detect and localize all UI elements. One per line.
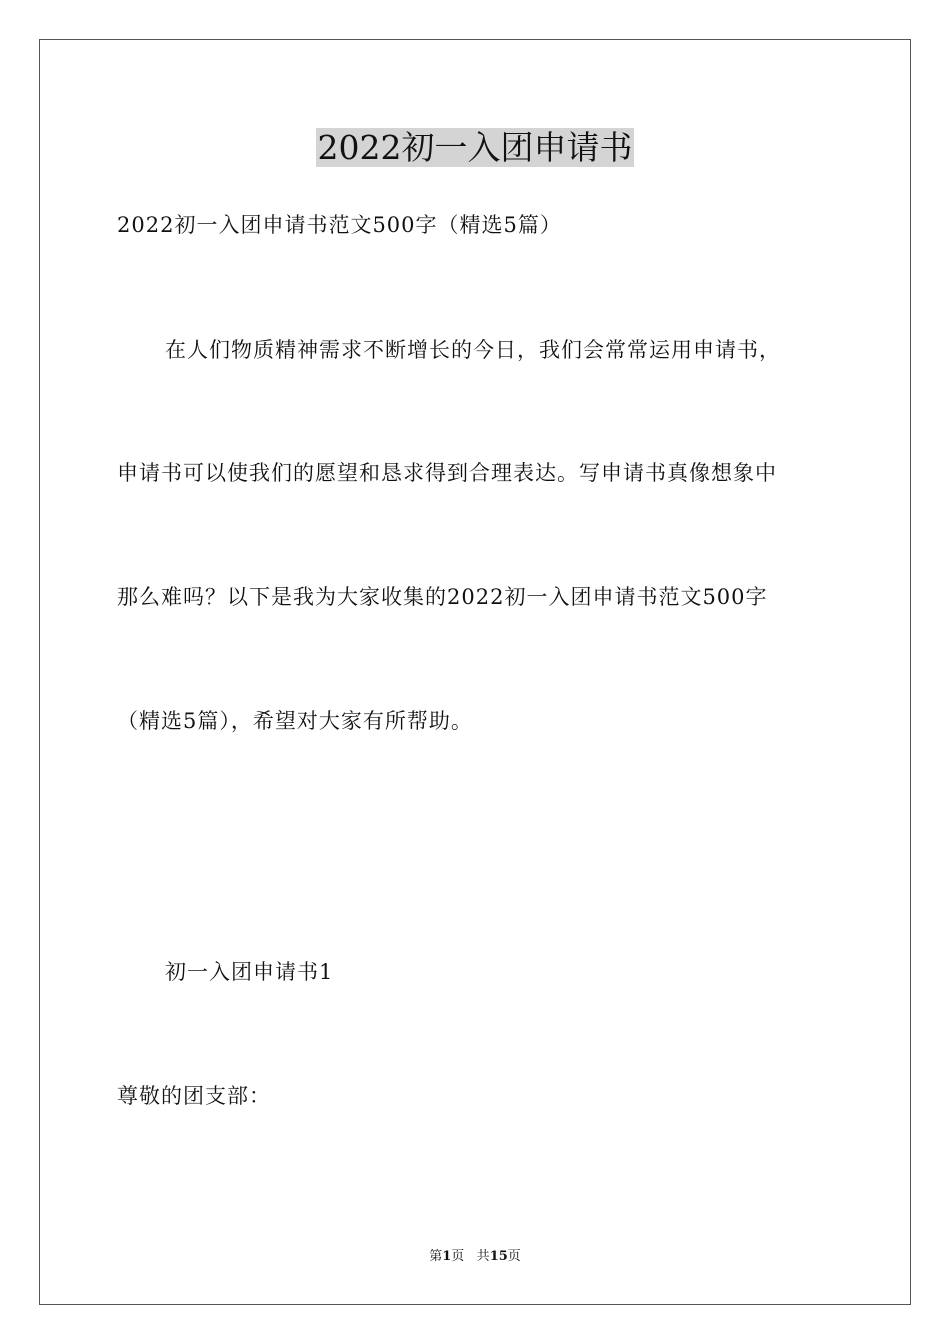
document-title [0,126,950,170]
footer-total-suffix: 页 [507,1249,521,1264]
paragraph-line-1: 在人们物质精神需求不断增长的今日，我们会常常运用申请书， [165,338,781,362]
document-title-text: 2022初一入团申请书 [317,128,633,167]
salutation: 尊敬的团支部： [117,1084,271,1108]
footer-page-prefix: 第 [429,1249,443,1264]
page-footer [0,1248,950,1266]
paragraph-line-3: 那么难吗？以下是我为大家收集的2022初一入团申请书范文500字 [117,585,768,609]
footer-total-pages: 15 [489,1249,508,1264]
footer-total-prefix: 共 [476,1249,490,1264]
section-heading: 初一入团申请书1 [165,960,334,984]
document-subtitle: 2022初一入团申请书范文500字（精选5篇） [117,213,562,237]
footer-page-number: 1 [442,1249,452,1264]
footer-page-suffix: 页 [451,1249,465,1264]
paragraph-line-2: 申请书可以使我们的愿望和恳求得到合理表达。写申请书真像想象中 [117,461,777,485]
paragraph-line-4: （精选5篇），希望对大家有所帮助。 [117,709,473,733]
